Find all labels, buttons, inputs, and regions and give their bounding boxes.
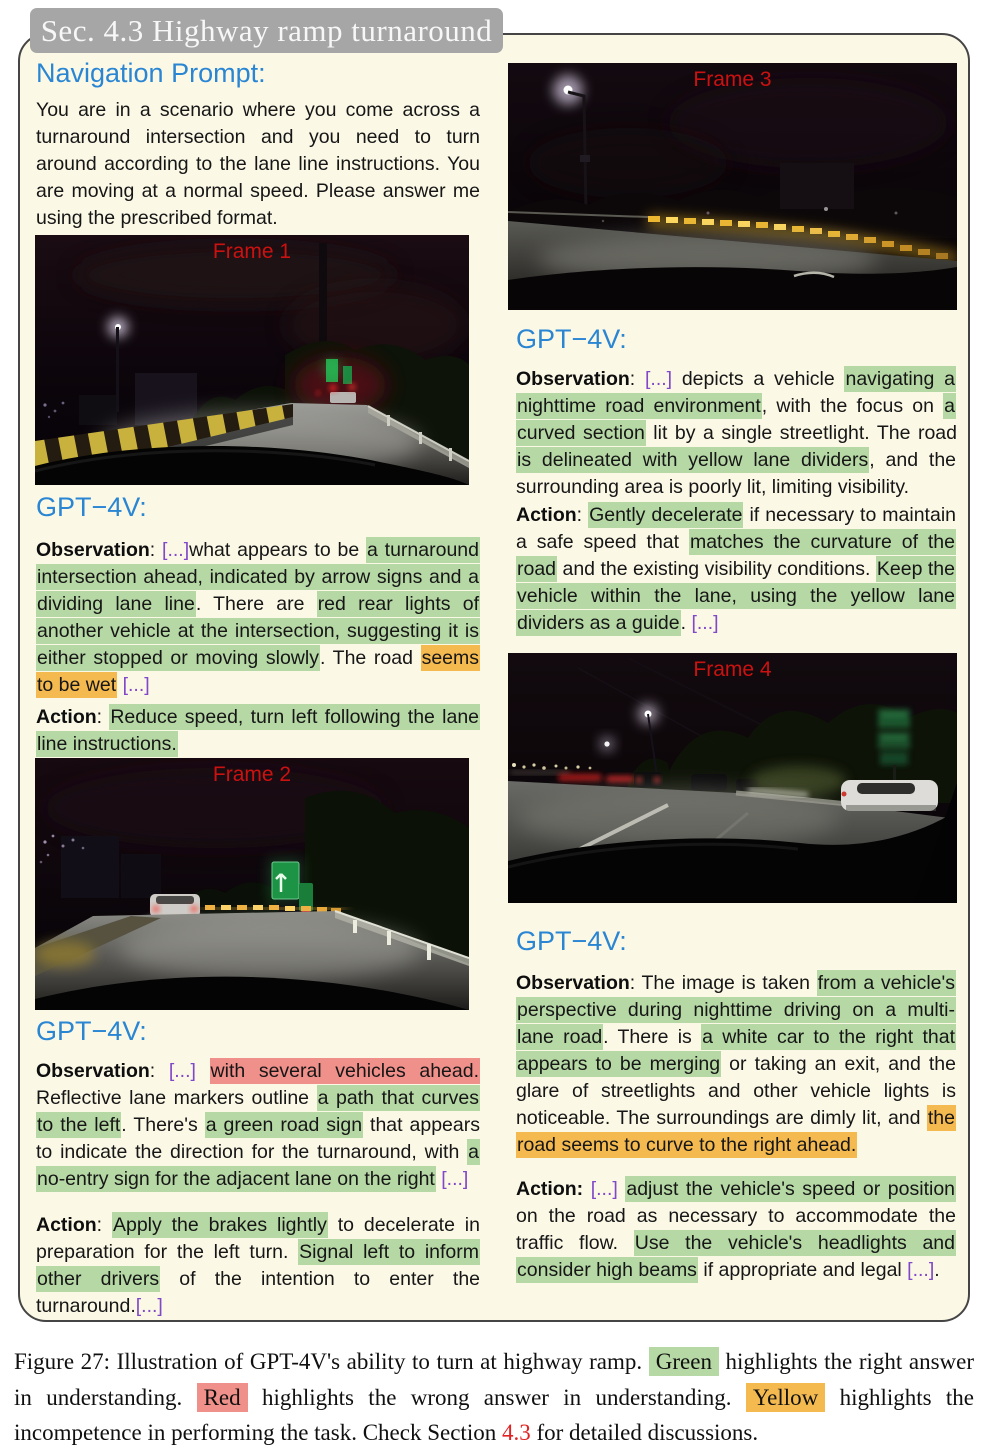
text-segment: : The image is taken	[629, 972, 817, 994]
text-segment	[196, 1060, 210, 1082]
text-segment: , and the surrounding area is poorly lit, limiting visibility.	[516, 449, 957, 498]
observation-text-right-1	[516, 366, 956, 501]
highlight-green: Signal left to inform other drivers	[37, 1241, 479, 1290]
text-segment: Action	[516, 504, 577, 526]
frame2-image	[35, 758, 469, 1010]
text-segment: :	[629, 368, 645, 390]
text-purple: [...]	[135, 1295, 163, 1317]
figure-caption	[14, 1344, 974, 1451]
text-segment: Action	[36, 1214, 97, 1236]
frame3-label: Frame 3	[693, 68, 772, 91]
text-segment: highlights the wrong answer in understanding.	[247, 1384, 746, 1410]
text-segment: .	[680, 612, 692, 634]
section-title: Sec. 4.3 Highway ramp turnaround	[40, 12, 493, 48]
text-segment: Action	[36, 706, 97, 728]
text-segment: :	[96, 706, 110, 728]
night-road-scene3-icon	[508, 63, 957, 310]
action-text-right-2	[516, 1176, 956, 1284]
highlight-green: a no-entry sign for the adjacent lane on the right	[37, 1141, 479, 1190]
frame4-image	[508, 653, 957, 903]
text-segment: to decelerate in preparation for the left turn.	[36, 1214, 480, 1263]
text-segment: highlights the incompetence in performing the task. Check Section	[14, 1384, 974, 1445]
highlight-green: Use the vehicle's headlights and consider high beams	[517, 1232, 955, 1281]
text-purple: [...]	[441, 1168, 469, 1190]
text-segment: Observation	[516, 368, 630, 390]
observation-text-right-2	[516, 970, 956, 1159]
action-text-left-2	[36, 1212, 480, 1320]
text-segment: depicts a vehicle	[672, 368, 845, 390]
text-segment: if appropriate and legal	[697, 1259, 908, 1281]
text-purple: [...]	[168, 1060, 196, 1082]
night-road-scene4-icon	[508, 653, 957, 903]
highlight-green: a path that curves to the left	[37, 1087, 479, 1136]
action-text-left-1	[36, 704, 480, 758]
text-segment: that appears to indicate the direction for the turnaround, with	[36, 1114, 480, 1163]
section-badge	[30, 8, 503, 53]
highlight-green: a white car to the right that appears to be merging	[517, 1026, 955, 1075]
highlight-yellow: seems to be wet	[37, 647, 479, 696]
text-segment: . The road	[319, 647, 421, 669]
gpt4v-heading-right-2: GPT−4V:	[516, 926, 627, 956]
text-segment: Action:	[516, 1178, 584, 1200]
text-segment: highlights the right answer in understanding.	[14, 1349, 975, 1410]
observation-text-left-2	[36, 1058, 480, 1193]
text-purple: [...]	[644, 368, 673, 390]
nav-prompt-text: You are in a scenario where you come across a turnaround intersection and you need to turn around according to the lane line instructions. You are moving at a normal speed. Please answer me using the prescribed format.	[36, 99, 480, 229]
text-segment: of the intention to enter the turnaround.	[36, 1268, 481, 1317]
frame3-image	[508, 63, 957, 310]
text-segment: Reflective lane markers outline	[36, 1087, 317, 1109]
highlight-green: navigating a nighttime road environment	[517, 368, 955, 417]
text-segment: lit by a single streetlight. The road	[645, 422, 957, 444]
highlight-yellow: the road seems to curve to the right ahead.	[517, 1107, 955, 1156]
night-road-scene1-icon	[35, 235, 469, 485]
frame4-label: Frame 4	[693, 658, 772, 681]
text-segment: Figure 27: Illustration of GPT-4V's ability to turn at highway ramp.	[14, 1349, 649, 1374]
nav-prompt-heading: Navigation Prompt:	[36, 58, 266, 88]
frame1-label: Frame 1	[212, 240, 292, 263]
text-purple: [...]	[590, 1178, 618, 1200]
text-segment: Observation	[36, 1060, 150, 1082]
text-segment: or taking an exit, and the glare of streetlights and other vehicle lights is noticeable. The surroundings are dimly lit, and	[516, 1053, 956, 1129]
text-segment: :	[96, 1214, 112, 1236]
highlight-green: adjust the vehicle's speed or position	[626, 1178, 956, 1200]
highlight-green: a green road sign	[205, 1114, 363, 1136]
highlight-green: matches the curvature of the road	[517, 531, 955, 580]
gpt4v-heading-right-1: GPT−4V:	[516, 324, 627, 354]
frame2-label: Frame 2	[212, 763, 292, 786]
text-segment: :	[149, 539, 163, 561]
text-segment: :	[149, 1060, 169, 1082]
highlight-red: Red	[197, 1383, 248, 1412]
highlight-green: Apply the brakes lightly	[112, 1214, 327, 1236]
text-segment: . There are	[195, 593, 317, 615]
text-redlink: 4.3	[501, 1420, 531, 1445]
text-segment: what appears to be	[189, 539, 366, 561]
text-segment: on the road as necessary to accommodate the traffic flow.	[516, 1205, 956, 1254]
gpt4v-heading-left-2: GPT−4V:	[36, 1016, 147, 1046]
observation-text-left-1	[36, 537, 480, 699]
text-segment: . There's	[121, 1114, 205, 1136]
text-purple: [...]	[907, 1259, 935, 1281]
text-segment: for detailed discussions.	[530, 1420, 759, 1445]
highlight-green: a curved section	[517, 395, 955, 444]
text-purple: [...]	[162, 539, 190, 561]
text-segment: Observation	[36, 539, 150, 561]
text-segment: . There is	[603, 1026, 702, 1048]
text-segment: , with the focus on	[761, 395, 944, 417]
highlight-green: is delineated with yellow lane dividers	[517, 449, 869, 471]
text-segment: and the existing visibility conditions.	[557, 558, 876, 580]
text-purple: [...]	[122, 674, 150, 696]
text-purple: [...]	[691, 612, 719, 634]
frame1-image	[35, 235, 469, 485]
action-text-right-1	[516, 502, 956, 637]
text-segment	[583, 1178, 591, 1200]
text-segment: :	[576, 504, 589, 526]
highlight-yellow: Yellow	[746, 1383, 825, 1412]
highlight-green: from a vehicle's perspective during nighttime driving on a multi-lane road	[517, 972, 955, 1048]
text-segment: .	[934, 1259, 940, 1281]
highlight-green: Keep the vehicle within the lane, using the yellow lane dividers as a guide	[517, 558, 955, 634]
highlight-green: a turnaround intersection ahead, indicated by arrow signs and a dividing lane line	[37, 539, 479, 615]
text-segment: Observation	[516, 972, 630, 994]
highlight-green: red rear lights of another vehicle at the intersection, suggesting it is either stopped or moving slowly	[37, 593, 480, 669]
gpt4v-heading-left-1: GPT−4V:	[36, 492, 147, 522]
highlight-red: with several vehicles ahead.	[210, 1060, 479, 1082]
highlight-green: Green	[649, 1347, 719, 1376]
highlight-green: Gently decelerate	[589, 504, 743, 526]
text-segment: if necessary to maintain a safe speed that	[516, 504, 956, 553]
night-road-scene2-icon	[35, 758, 469, 1010]
highlight-green: Reduce speed, turn left following the lane line instructions.	[37, 706, 480, 755]
